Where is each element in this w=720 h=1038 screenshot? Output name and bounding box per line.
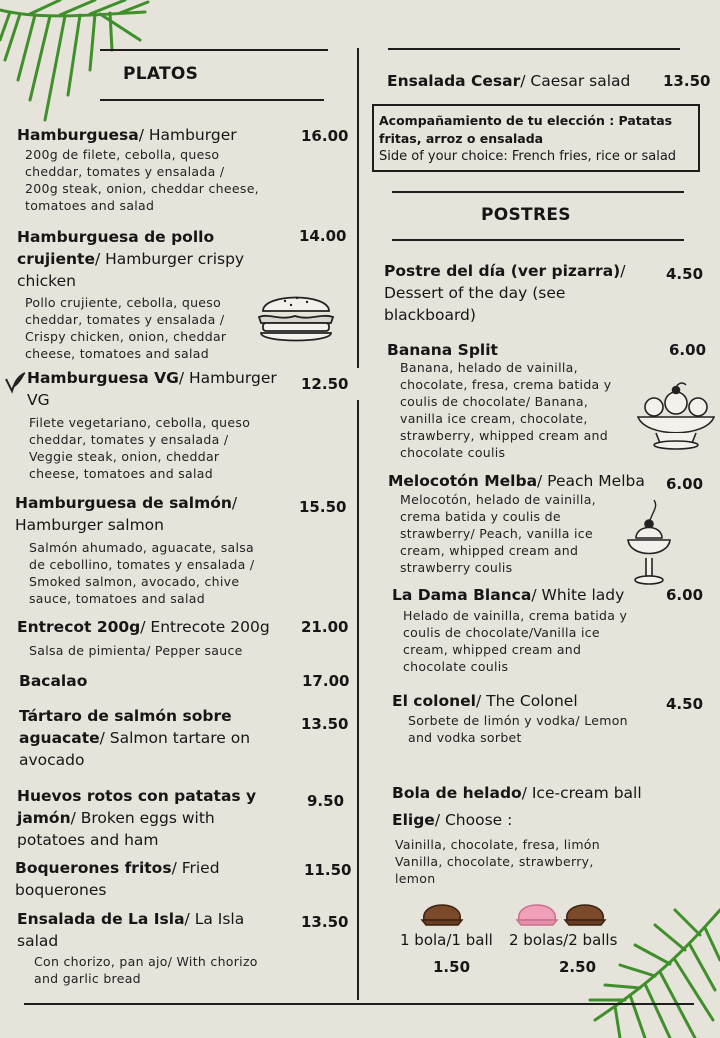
item-alt: Dessert of the day (see xyxy=(384,284,566,302)
item-alt: boquerones xyxy=(15,881,107,899)
desc-line: Salsa de pimienta/ Pepper sauce xyxy=(29,643,243,658)
item-name: Hamburguesa VG xyxy=(27,369,179,387)
desc-line: and garlic bread xyxy=(34,971,141,986)
item-name: Hamburguesa xyxy=(17,126,139,144)
menu-item-bola-helado xyxy=(392,782,642,804)
item-name: El colonel xyxy=(392,692,476,710)
desc-line: cheddar, tomates y ensalada / xyxy=(25,164,225,179)
desc-line: 200g de filete, cebolla, queso xyxy=(25,147,220,162)
item-description xyxy=(34,953,258,987)
item-price: 14.00 xyxy=(299,227,347,245)
desc-line: strawberry coulis xyxy=(400,560,513,575)
desc-line: chocolate, fresa, crema batida y xyxy=(400,377,612,392)
item-name: Bacalao xyxy=(19,672,88,690)
desc-line: 200g steak, onion, cheddar cheese, xyxy=(25,181,259,196)
strawberry-scoop-icon xyxy=(515,892,559,930)
desc-line: tomatoes and salad xyxy=(25,198,155,213)
item-price: 21.00 xyxy=(301,618,349,636)
item-description xyxy=(25,146,259,214)
one-ball-label: 1 bola/1 ball xyxy=(400,931,493,949)
item-name: Hamburguesa de salmón xyxy=(15,494,232,512)
icecream-choose xyxy=(392,809,512,831)
desc-line: lemon xyxy=(395,871,436,886)
desc-line: Crispy chicken, onion, cheddar xyxy=(25,329,227,344)
menu-item-hamburguesa xyxy=(17,124,237,146)
item-name: Ensalada Cesar xyxy=(387,72,521,90)
desc-line: and vodka sorbet xyxy=(408,730,522,745)
item-alt: blackboard) xyxy=(384,306,476,324)
item-price: 13.50 xyxy=(663,72,711,90)
item-price: 6.00 xyxy=(666,475,704,493)
desc-line: Sorbete de limón y vodka/ Lemon xyxy=(408,713,628,728)
choose-alt: / Choose : xyxy=(434,811,513,829)
banana-split-icon xyxy=(636,383,716,451)
side-choice-line: Acompañamiento de tu elección : Patatas xyxy=(379,113,673,128)
desc-line: Vanilla, chocolate, strawberry, xyxy=(395,854,594,869)
item-description xyxy=(29,414,250,482)
vegan-leaf-icon xyxy=(4,371,26,393)
item-alt: salad xyxy=(17,932,59,950)
item-price: 9.50 xyxy=(307,792,345,810)
desc-line: cheddar, tomates y ensalada / xyxy=(29,432,229,447)
burger-icon xyxy=(255,287,337,347)
one-ball-price: 1.50 xyxy=(433,958,471,976)
item-alt: / xyxy=(620,262,626,280)
menu-item-ensalada-cesar xyxy=(387,70,630,92)
item-description xyxy=(400,359,611,461)
item-description xyxy=(25,294,226,362)
item-alt: / Ice-cream ball xyxy=(521,784,642,802)
item-name: crujiente xyxy=(17,250,95,268)
item-name: Entrecot 200g xyxy=(17,618,141,636)
item-alt: / Hamburger xyxy=(178,369,277,387)
item-name: aguacate xyxy=(19,729,100,747)
desc-line: Veggie steak, onion, cheddar xyxy=(29,449,220,464)
desc-line: Pollo crujiente, cebolla, queso xyxy=(25,295,222,310)
item-price: 12.50 xyxy=(301,375,349,393)
item-alt: / The Colonel xyxy=(475,692,578,710)
two-balls-label: 2 bolas/2 balls xyxy=(509,931,618,949)
item-name: Banana Split xyxy=(387,341,498,359)
desc-line: crema batida y coulis de xyxy=(400,509,561,524)
menu-item-tartaro xyxy=(19,705,250,771)
left-column-divider-top xyxy=(357,48,359,368)
side-choice-translation: Side of your choice: French fries, rice or salad xyxy=(379,149,677,164)
item-name: Melocotón Melba xyxy=(388,472,538,490)
desc-line: chocolate coulis xyxy=(403,659,509,674)
desc-line: cream, whipped cream and xyxy=(403,642,582,657)
desc-line: Salmón ahumado, aguacate, salsa xyxy=(29,540,255,555)
right-top-rule xyxy=(388,48,680,50)
item-alt: / Fried xyxy=(171,859,220,877)
desc-line: Filete vegetariano, cebolla, queso xyxy=(29,415,251,430)
chocolate-scoop-icon xyxy=(420,892,464,930)
menu-item-melocoton-melba xyxy=(388,470,645,492)
item-description xyxy=(403,607,627,675)
desc-line: coulis de chocolate/Vanilla ice xyxy=(403,625,600,640)
postres-heading: POSTRES xyxy=(481,205,571,225)
desc-line: Helado de vainilla, crema batida y xyxy=(403,608,628,623)
side-choice-line: fritas, arroz o ensalada xyxy=(379,131,544,146)
item-price: 13.50 xyxy=(301,715,349,733)
item-price: 6.00 xyxy=(669,341,707,359)
item-description xyxy=(29,539,254,607)
desc-line: strawberry, whipped cream and xyxy=(400,428,609,443)
item-name: Boquerones fritos xyxy=(15,859,172,877)
desc-line: Melocotón, helado de vainilla, xyxy=(400,492,596,507)
item-price: 16.00 xyxy=(301,127,349,145)
desc-line: Con chorizo, pan ajo/ With chorizo xyxy=(34,954,258,969)
menu-item-bacalao xyxy=(19,670,87,692)
choose-label: Elige xyxy=(392,811,435,829)
item-name: Huevos rotos con patatas y xyxy=(17,787,257,805)
item-price: 4.50 xyxy=(666,695,704,713)
desc-line: coulis de chocolate/ Banana, xyxy=(400,394,589,409)
item-name: La Dama Blanca xyxy=(392,586,532,604)
menu-item-entrecot xyxy=(17,616,270,638)
sundae-glass-icon xyxy=(624,498,674,588)
platos-heading: PLATOS xyxy=(123,64,199,84)
desc-line: Smoked salmon, avocado, chive xyxy=(29,574,240,589)
menu-item-boquerones xyxy=(15,857,220,901)
bottom-rule xyxy=(24,1003,694,1005)
item-name: Ensalada de La Isla xyxy=(17,910,185,928)
item-alt: / Peach Melba xyxy=(537,472,645,490)
desc-line: Banana, helado de vainilla, xyxy=(400,360,578,375)
menu-item-huevos-rotos xyxy=(17,785,256,851)
menu-item-dama-blanca xyxy=(392,584,624,606)
desc-line: cheese, tomatoes and salad xyxy=(29,466,213,481)
two-balls-price: 2.50 xyxy=(559,958,597,976)
desc-line: de cebollino, tomates y ensalada / xyxy=(29,557,255,572)
menu-item-postre-del-dia xyxy=(384,260,625,326)
chocolate-scoop-icon xyxy=(563,892,607,930)
right-mid-rule xyxy=(392,191,684,193)
item-alt: / Salmon tartare on xyxy=(99,729,251,747)
left-heading-rule xyxy=(100,99,324,101)
item-description xyxy=(400,491,596,576)
left-column-divider-bottom xyxy=(357,400,359,1000)
menu-item-hamburguesa-salmon xyxy=(15,492,237,536)
left-top-rule xyxy=(100,49,328,51)
side-choice-box xyxy=(372,104,700,172)
menu-item-el-colonel xyxy=(392,690,578,712)
menu-item-hamburguesa-vg xyxy=(27,367,277,411)
item-alt: avocado xyxy=(19,751,85,769)
item-price: 15.50 xyxy=(299,498,347,516)
item-price: 17.00 xyxy=(302,672,350,690)
item-alt: / Hamburger crispy xyxy=(94,250,245,268)
menu-item-ensalada-isla xyxy=(17,908,244,952)
desc-line: strawberry/ Peach, vanilla ice xyxy=(400,526,593,541)
item-alt: / White lady xyxy=(531,586,625,604)
item-alt: chicken xyxy=(17,272,76,290)
item-name: Postre del día (ver pizarra) xyxy=(384,262,621,280)
desc-line: sauce, tomatoes and salad xyxy=(29,591,205,606)
desc-line: cream, whipped cream and xyxy=(400,543,579,558)
item-price: 4.50 xyxy=(666,265,704,283)
item-alt: / Broken eggs with xyxy=(70,809,215,827)
item-price: 6.00 xyxy=(666,586,704,604)
desc-line: cheese, tomatoes and salad xyxy=(25,346,209,361)
icecream-flavours xyxy=(395,836,600,887)
item-name: Hamburguesa de pollo xyxy=(17,228,215,246)
item-name: jamón xyxy=(17,809,71,827)
menu-item-hamburguesa-pollo xyxy=(17,226,244,292)
desc-line: chocolate coulis xyxy=(400,445,506,460)
menu-item-banana-split xyxy=(387,339,498,361)
right-heading-rule xyxy=(392,239,684,241)
item-name: Tártaro de salmón sobre xyxy=(19,707,232,725)
item-description xyxy=(408,712,628,746)
item-alt: / Caesar salad xyxy=(520,72,631,90)
item-alt: / Hamburger xyxy=(138,126,237,144)
item-alt: / xyxy=(231,494,238,512)
desc-line: vanilla ice cream, chocolate, xyxy=(400,411,588,426)
desc-line: cheddar, tomates y ensalada / xyxy=(25,312,225,327)
item-alt: potatoes and ham xyxy=(17,831,159,849)
item-price: 11.50 xyxy=(304,861,352,879)
desc-line: Vainilla, chocolate, fresa, limón xyxy=(395,837,600,852)
item-alt: / La Isla xyxy=(184,910,245,928)
item-name: Bola de helado xyxy=(392,784,522,802)
item-price: 13.50 xyxy=(301,913,349,931)
item-alt: / Entrecote 200g xyxy=(140,618,270,636)
item-alt: VG xyxy=(27,391,50,409)
item-alt: Hamburger salmon xyxy=(15,516,164,534)
item-description xyxy=(29,642,243,659)
